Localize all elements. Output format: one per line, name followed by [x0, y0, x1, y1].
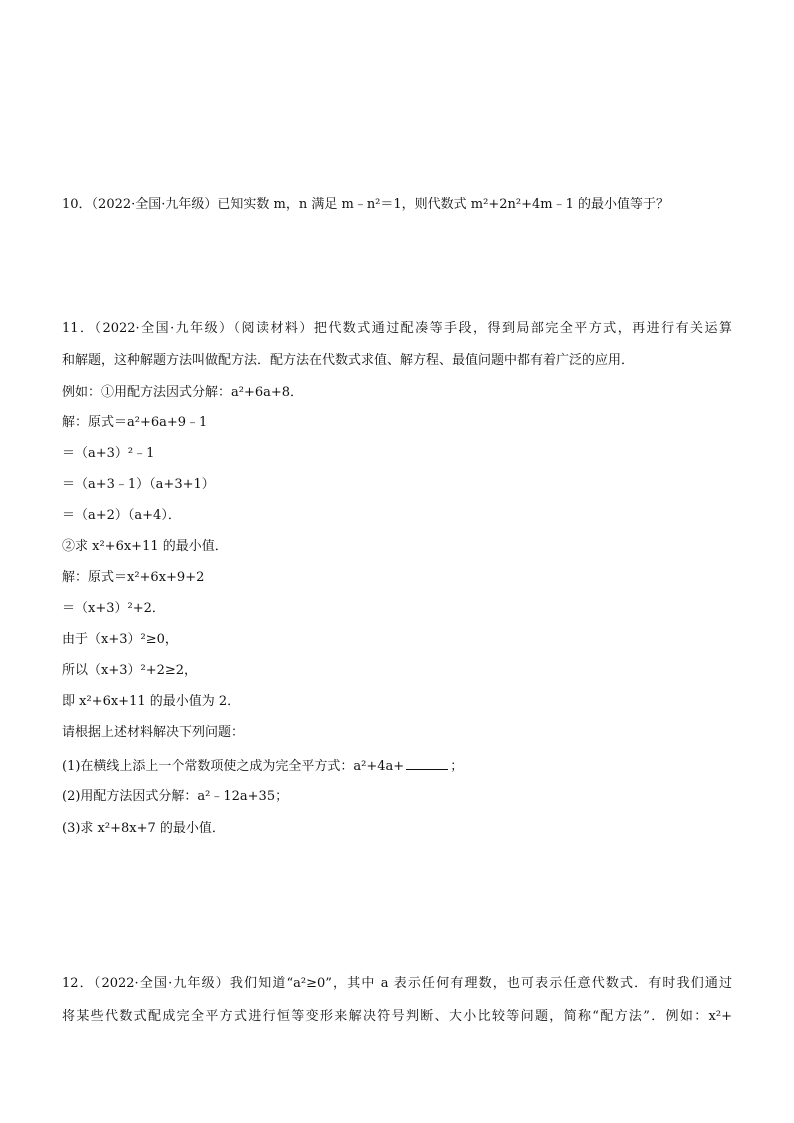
q12-line2: 将某些代数式配成完全平方式进行恒等变形来解决符号判断、大小比较等问题，简称“配方法”．例如：x²+ — [62, 1009, 732, 1024]
q11-part-2: (2)用配方法因式分解：a²﹣12a+35； — [62, 789, 289, 804]
q10-text: 10．（2022·全国·九年级）已知实数 m，n 满足 m﹣n²＝1，则代数式 m²+2n²+4m﹣1 的最小值等于？ — [62, 197, 669, 212]
q11-part-1-text: (1)在横线上添上一个常数项使之成为完全平方式：a²+4a+ — [62, 759, 405, 774]
q11-step-4: ＝（x+3）²+2． — [62, 601, 165, 616]
q11-step-2: ＝（a+3﹣1）（a+3+1） — [62, 477, 215, 492]
q11-so: 所以（x+3）²+2≥2， — [62, 663, 198, 678]
q11-part-3: (3)求 x²+8x+7 的最小值． — [62, 821, 225, 836]
q11-since: 由于（x+3）²≥0， — [62, 632, 178, 647]
q11-hence: 即 x²+6x+11 的最小值为 2． — [62, 694, 241, 709]
q11-part-1-suffix: ； — [450, 759, 464, 774]
q11-intro-line2: 和解题，这种解题方法叫做配方法．配方法在代数式求值、解方程、最值问题中都有着广泛的应用． — [62, 353, 635, 368]
q11-step-1: ＝（a+3）²﹣1 — [62, 446, 155, 461]
q11-part-1 — [62, 756, 463, 776]
q12-line1: 12．（2022·全国·九年级）我们知道“a²≥0”，其中 a 表示任何有理数，也可表示任意代数式．有时我们通过 — [62, 976, 732, 991]
q11-example-1: 例如：①用配方法因式分解：a²+6a+8． — [62, 385, 304, 400]
q11-step-3: ＝（a+2）（a+4）． — [62, 508, 181, 523]
q11-intro-line1: 11．（2022·全国·九年级）（阅读材料）把代数式通过配凑等手段，得到局部完全平方式，再进行有关运算 — [62, 321, 732, 336]
q11-solution-1: 解：原式＝a²+6a+9﹣1 — [62, 415, 208, 430]
answer-blank[interactable] — [406, 756, 448, 770]
q11-prompt: 请根据上述材料解决下列问题： — [62, 725, 245, 740]
q11-solution-2: 解：原式＝x²+6x+9+2 — [62, 570, 205, 585]
q11-example-2: ②求 x²+6x+11 的最小值． — [62, 539, 228, 554]
